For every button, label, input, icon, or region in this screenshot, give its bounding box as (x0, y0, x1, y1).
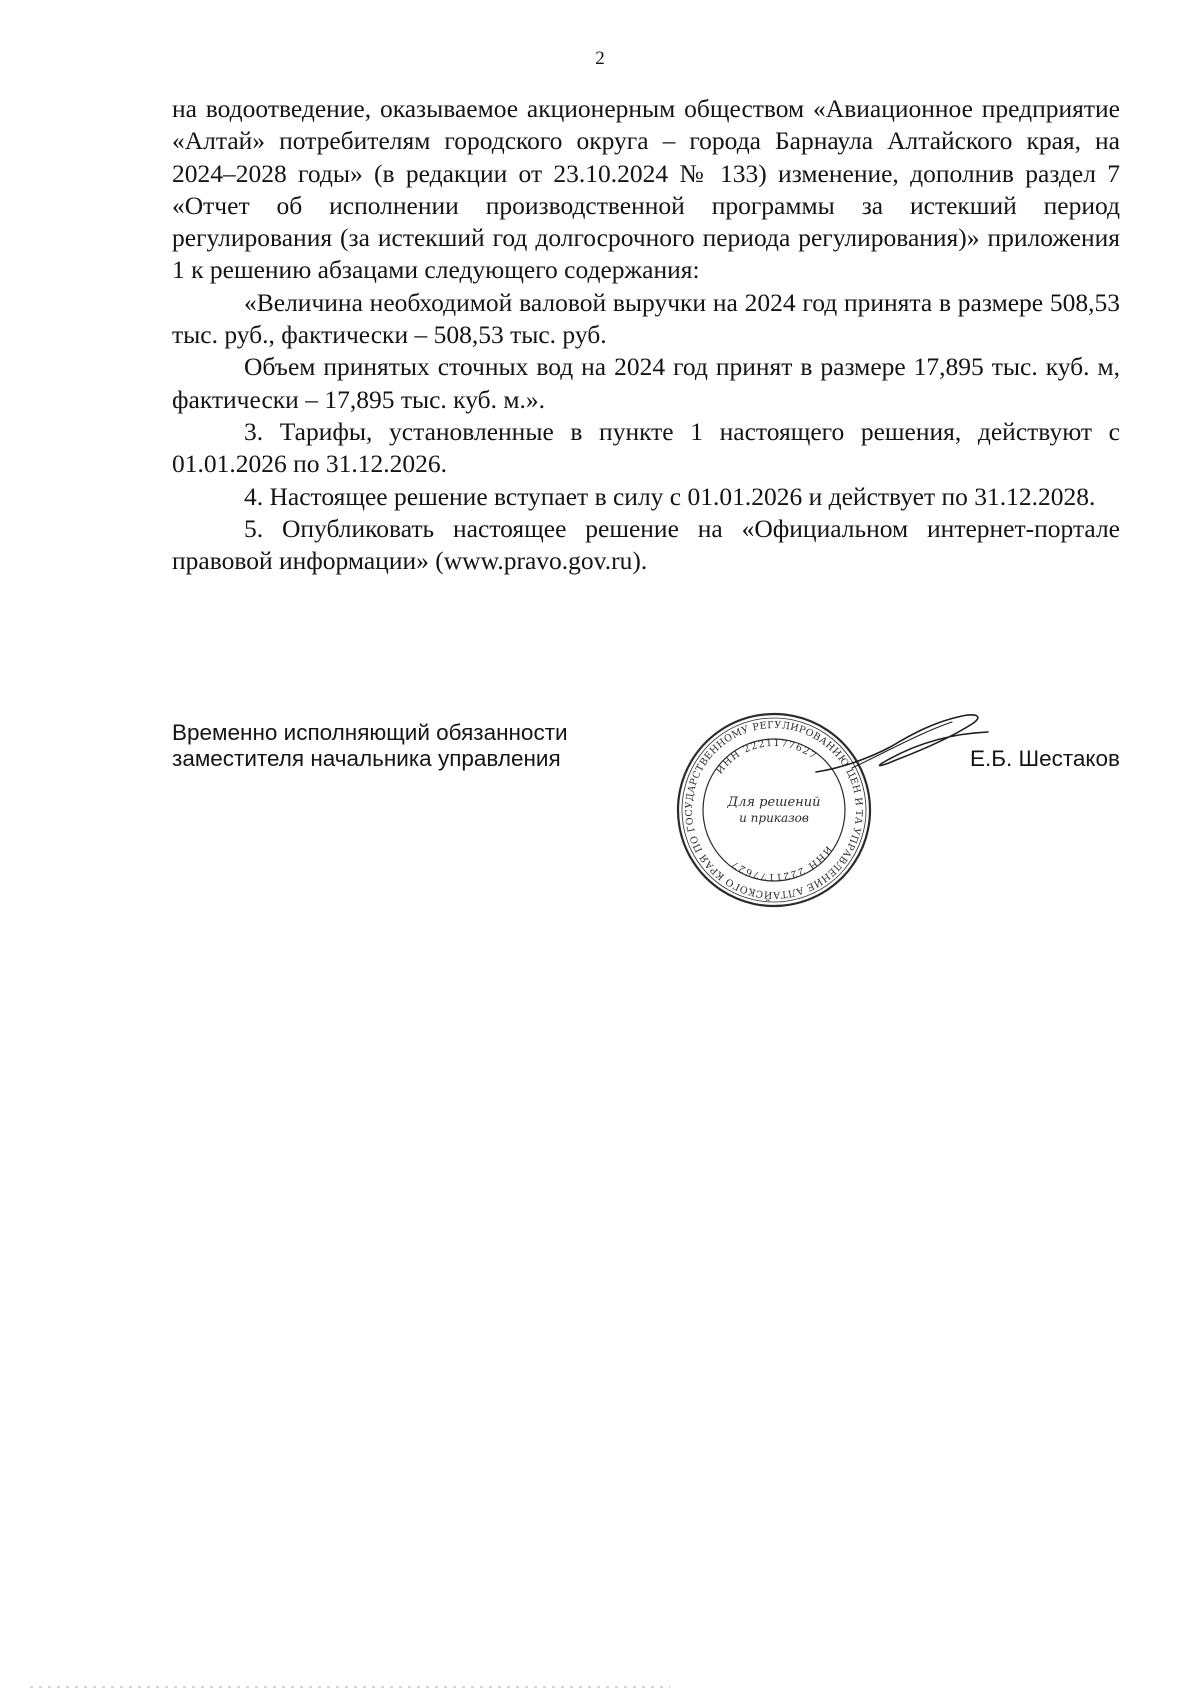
signer-position-line-1: Временно исполняющий обязанности (172, 720, 568, 745)
seal-outer-text-path: УПРАВЛЕНИЕ АЛТАЙСКОГО КРАЯ ПО ГОСУДАРСТВЕННОМУ РЕГУЛИРОВАНИЮ ЦЕН И ТАРИФОВ (683, 719, 865, 901)
paragraph-item-4-effective-date: 4. Настоящее решение вступает в силу с 01.01.2026 и действует по 31.12.2028. (244, 481, 1096, 511)
seal-inn-text-repeat-path: ИНН 2221177627 (714, 737, 819, 777)
paragraph-item-3-tariff-period: 3. Тарифы, установленные в пункте 1 настоящего решения, действуют с 01.01.2026 по 31.12.2026. (172, 416, 1120, 479)
signer-position (172, 720, 568, 772)
handwritten-signature (812, 710, 992, 790)
scan-edge-noise (30, 1686, 670, 1688)
signer-name: Е.Б. Шестаков (969, 746, 1120, 771)
seal-center-line-1: Для решений (727, 795, 821, 810)
paragraph-gross-revenue: «Величина необходимой валовой выручки на 2024 год принята в размере 508,53 тыс. руб., фактически – 508,53 тыс. руб. (172, 287, 1120, 350)
signer-position-line-2: заместителя начальника управления (172, 746, 561, 771)
seal-center-line-2: и приказов (739, 811, 809, 825)
signature-block (172, 720, 1120, 920)
paragraph-wastewater-volume: Объем принятых сточных вод на 2024 год принят в размере 17,895 тыс. куб. м, фактически – 17,895 тыс. куб. м.». (172, 352, 1120, 414)
paragraph-item-5-publication: 5. Опубликовать настоящее решение на «Официальном интернет-портале правовой информации» (www.pravo.gov.ru). (172, 513, 1120, 576)
document-body (172, 93, 1120, 577)
seal-inn-text-path: ИНН 2221177627 (729, 843, 834, 883)
page-number: 2 (595, 48, 605, 69)
paragraph-amendment: на водоотведение, оказываемое акционерным обществом «Авиационное предприятие «Алтай» потребителям городского округа – города Барнаула Алтайского края, на 2024–2028 годы» (в редакции от 23.10.2024 № 133) изменение, дополнив раздел 7 «Отчет об исполнении производственной программы за истекший период регулирования (за истекший год долгосрочного периода регулирования)» приложения 1 к решению абзацами следующего содержания: (172, 94, 1120, 285)
